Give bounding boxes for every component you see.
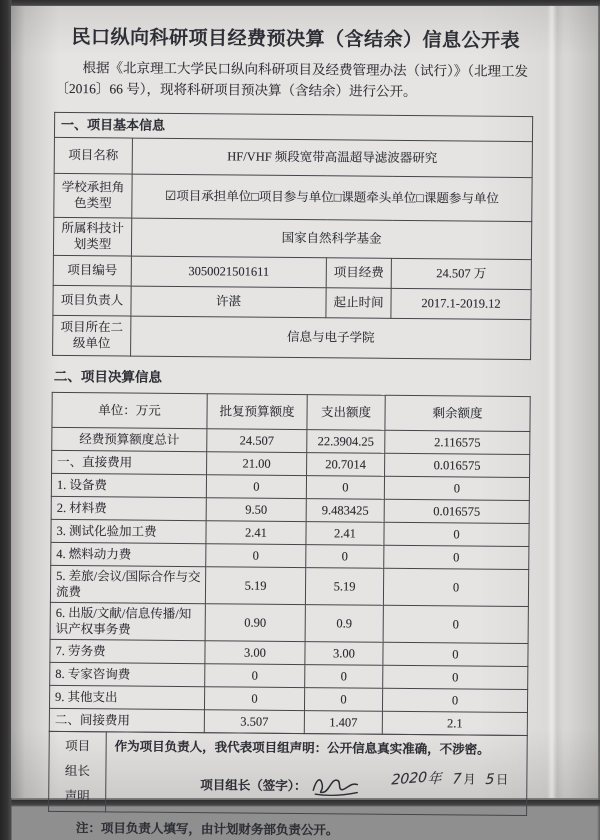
budget-cell-remaining: 0 xyxy=(383,568,528,606)
table-row xyxy=(53,285,531,319)
budget-cell-label: 一、直接费用 xyxy=(52,450,207,474)
signature-date xyxy=(391,771,514,796)
budget-cell-approved: 3.00 xyxy=(205,641,305,665)
budget-col-remaining: 剩余额度 xyxy=(385,395,530,431)
budget-cell-approved: 21.00 xyxy=(207,452,307,476)
declaration-label-line: 项目 xyxy=(65,738,91,754)
date-month-unit: 月 xyxy=(463,772,476,787)
budget-cell-spent: 5.19 xyxy=(305,567,383,605)
budget-cell-remaining: 2.116575 xyxy=(385,430,530,454)
page-title: 民口纵向科研项目经费预决算（含结余）信息公开表 xyxy=(71,27,521,52)
budget-cell-remaining: 0 xyxy=(383,605,528,643)
budget-row xyxy=(50,602,528,643)
budget-cell-approved: 0 xyxy=(206,475,306,499)
budget-cell-spent: 1.407 xyxy=(304,710,382,734)
budget-cell-label: 6. 出版/文献/信息传播/知识产权事务费 xyxy=(50,602,205,640)
budget-cell-label: 经费预算额度总计 xyxy=(52,427,207,451)
plan-type-label: 所属科技计划类型 xyxy=(53,217,131,256)
budget-cell-remaining: 0.016575 xyxy=(385,453,530,477)
budget-cell-remaining: 0 xyxy=(384,545,529,569)
sign-label-wrap xyxy=(200,772,362,794)
date-year-unit: 年 xyxy=(426,770,442,788)
period-label: 起止时间 xyxy=(326,288,391,319)
budget-cell-remaining: 0 xyxy=(382,688,527,712)
sign-label: 项目组长（签字）： xyxy=(200,777,307,793)
budget-cell-label: 1. 设备费 xyxy=(51,473,206,497)
budget-cell-remaining: 0.016575 xyxy=(384,499,529,523)
budget-cell-spent: 0 xyxy=(306,544,384,568)
table-row xyxy=(54,173,532,221)
footnote: 注：项目负责人填写，由计划财务部负责公开。 xyxy=(75,820,339,838)
date-day-handwritten: 5 xyxy=(484,771,495,788)
plan-type-value: 国家自然科学基金 xyxy=(131,218,531,259)
budget-cell-spent: 20.7014 xyxy=(307,452,385,476)
budget-cell-approved: 5.19 xyxy=(205,567,305,605)
budget-cell-remaining: 0 xyxy=(383,665,528,689)
funding-label: 项目经费 xyxy=(326,258,391,289)
budget-section-title: 二、项目决算信息 xyxy=(53,368,162,385)
budget-table xyxy=(49,392,531,736)
paper-sheet xyxy=(11,6,598,838)
budget-cell-label: 二、间接费用 xyxy=(49,708,204,732)
date-day-unit: 日 xyxy=(495,772,509,787)
date-month-handwritten: 7 xyxy=(451,770,462,788)
basic-info-section-header: 一、项目基本信息 xyxy=(54,112,532,141)
budget-cell-spent: 3.00 xyxy=(305,641,383,665)
budget-cell-approved: 2.41 xyxy=(206,521,306,545)
declaration-body xyxy=(106,732,528,816)
document-content xyxy=(48,18,537,840)
budget-cell-spent: 0 xyxy=(306,475,384,499)
budget-cell-label: 2. 材料费 xyxy=(51,496,206,520)
budget-cell-label: 9. 其他支出 xyxy=(49,685,204,709)
budget-row xyxy=(50,565,528,606)
budget-col-unit: 单位：万元 xyxy=(52,392,207,428)
period-value: 2017.1-2019.12 xyxy=(391,288,531,319)
budget-table-body xyxy=(49,427,530,735)
signature-row xyxy=(200,769,514,796)
budget-cell-spent: 0 xyxy=(304,687,382,711)
budget-cell-approved: 0 xyxy=(205,664,305,688)
budget-cell-label: 7. 劳务费 xyxy=(50,639,205,663)
budget-cell-remaining: 0 xyxy=(384,522,529,546)
budget-col-approved: 批复预算额度 xyxy=(207,394,307,430)
leader-value: 许湛 xyxy=(131,286,326,318)
budget-cell-approved: 0 xyxy=(206,544,306,568)
project-no-value: 3050021501611 xyxy=(131,256,326,288)
table-row xyxy=(53,255,531,289)
budget-cell-spent: 22.3904.25 xyxy=(307,429,385,453)
budget-cell-spent: 0 xyxy=(305,664,383,688)
declaration-label-line: 声明 xyxy=(64,788,90,804)
budget-header-row xyxy=(52,392,530,431)
project-no-label: 项目编号 xyxy=(53,255,131,286)
budget-cell-remaining: 0 xyxy=(384,476,529,500)
budget-cell-approved: 0 xyxy=(204,687,304,711)
budget-cell-approved: 24.507 xyxy=(207,429,307,453)
declaration-label-line: 组长 xyxy=(64,763,90,779)
unit-value: 信息与电子学院 xyxy=(131,316,531,359)
budget-cell-label: 5. 差旅/会议/国际合作与交流费 xyxy=(50,565,205,603)
budget-cell-spent: 0.9 xyxy=(305,604,383,642)
budget-cell-approved: 0.90 xyxy=(205,604,305,642)
project-name-label: 项目名称 xyxy=(54,137,132,174)
table-row xyxy=(49,731,528,815)
leader-signature-scribble xyxy=(308,773,362,797)
budget-cell-remaining: 2.1 xyxy=(382,711,527,735)
project-name-value: HF/VHF 频段宽带高温超导滤波器研究 xyxy=(132,138,532,177)
budget-cell-approved: 3.507 xyxy=(204,710,304,734)
budget-cell-label: 8. 专家咨询费 xyxy=(50,662,205,686)
budget-cell-label: 3. 测试化验加工费 xyxy=(51,519,206,543)
budget-cell-approved: 9.50 xyxy=(206,498,306,522)
basic-info-table xyxy=(52,112,533,360)
role-type-label: 学校承担角色类型 xyxy=(54,173,132,218)
budget-cell-spent: 2.41 xyxy=(306,521,384,545)
budget-col-spent: 支出额度 xyxy=(307,394,385,430)
budget-cell-remaining: 0 xyxy=(383,642,528,666)
budget-cell-label: 4. 燃料动力费 xyxy=(51,542,206,566)
table-row xyxy=(53,315,531,359)
funding-value: 24.507 万 xyxy=(391,258,531,289)
table-row xyxy=(54,137,532,177)
intro-paragraph: 根据《北京理工大学民口纵向科研项目及经费管理办法（试行）》（北理工发〔2016〕66 号），现将科研项目预决算（含结余）进行公开。 xyxy=(55,60,529,99)
leader-label: 项目负责人 xyxy=(53,285,131,316)
role-type-checkboxes: ☑项目承担单位□项目参与单位□课题牵头单位□课题参与单位 xyxy=(132,174,532,221)
unit-label: 项目所在二级单位 xyxy=(53,315,131,356)
declaration-table xyxy=(48,731,528,816)
budget-cell-spent: 9.483425 xyxy=(306,498,384,522)
declaration-statement: 作为项目负责人，我代表项目组声明：公开信息真实准确，不涉密。 xyxy=(114,739,490,757)
table-row xyxy=(53,217,531,259)
date-year-handwritten: 2020 xyxy=(391,769,428,789)
